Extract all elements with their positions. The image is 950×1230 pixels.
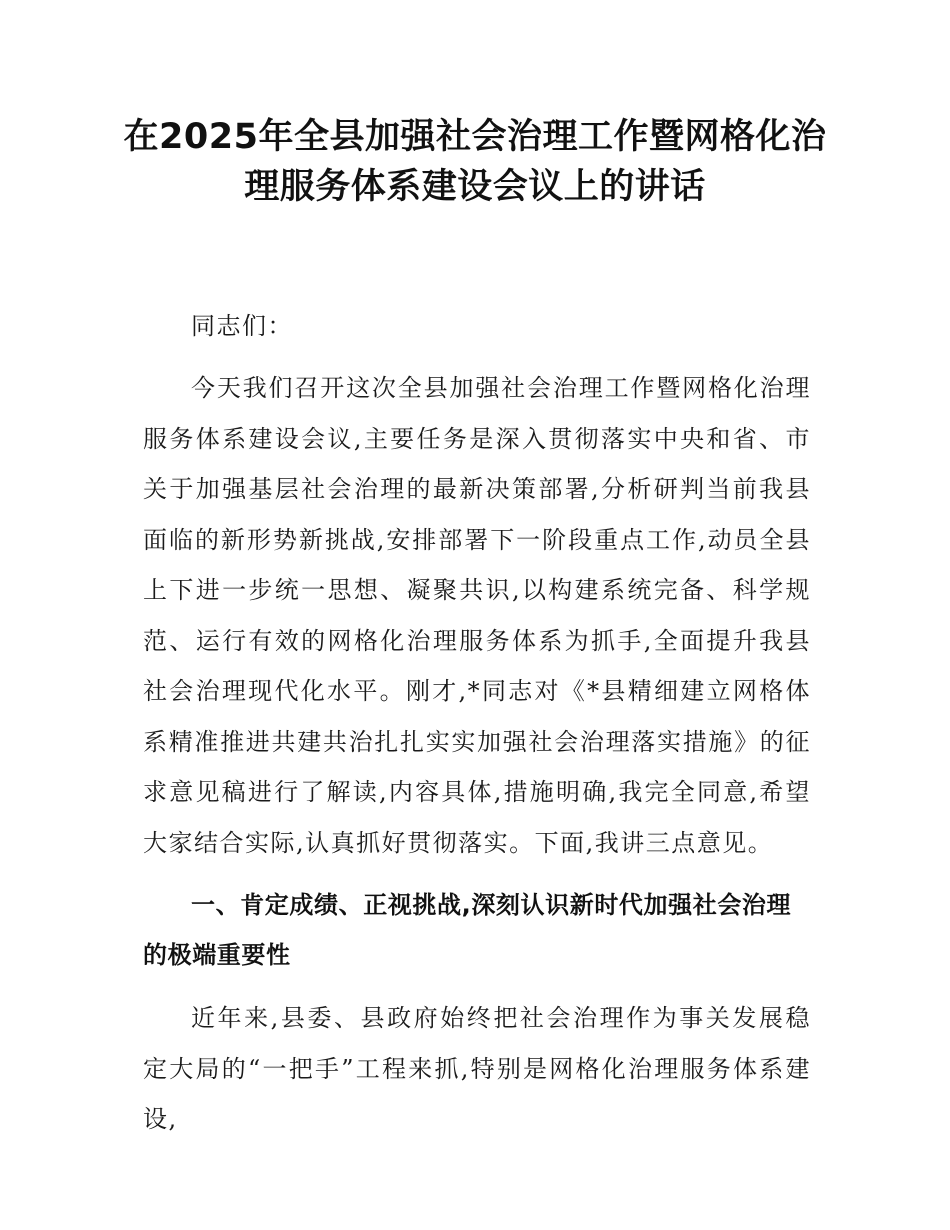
opening-paragraph: 今天我们召开这次全县加强社会治理工作暨网格化治理服务体系建设会议,主要任务是深入贯彻落实中央和省、市关于加强基层社会治理的最新决策部署,分析研判当前我县面临的新形势新挑战,安排部署下一阶段重点工作,动员全县上下进一步统一思想、凝聚共识,以构建系统完备、科学规范、运行有效的网格化治理服务体系为抓手,全面提升我县社会治理现代化水平。刚才,*同志对《*县精细建立网格体系精准推进共建共治扎扎实实加强社会治理落实措施》的征求意见稿进行了解读,内容具体,措施明确,我完全同意,希望大家结合实际,认真抓好贯彻落实。下面,我讲三点意见。 <box>143 374 811 857</box>
document-title: 在2025年全县加强社会治理工作暨网格化治理服务体系建设会议上的讲话 <box>123 117 827 207</box>
section-heading: 一、肯定成绩、正视挑战,深刻认识新时代加强社会治理的极端重要性 <box>143 891 792 969</box>
section-paragraph: 近年来,县委、县政府始终把社会治理作为事关发展稳定大局的“一把手”工程来抓,特别是网格化治理服务体系建设, <box>143 1004 811 1133</box>
greeting: 同志们： <box>191 312 293 340</box>
